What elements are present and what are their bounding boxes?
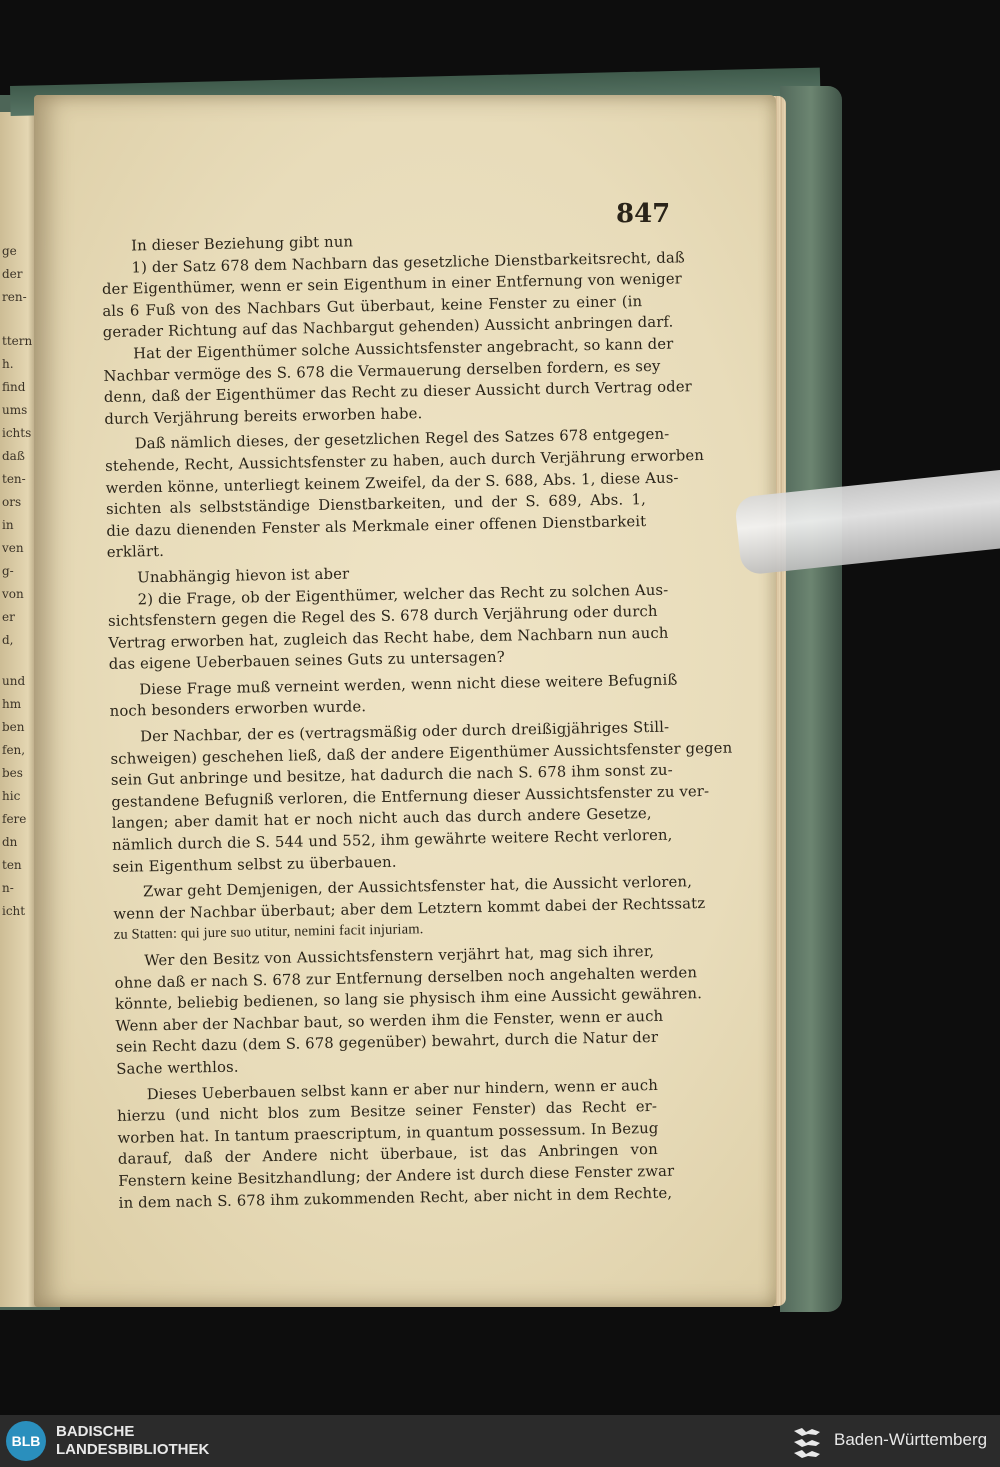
text-line: wenn der Nachbar überbaut; aber dem Letztern kommt dabei der Rechtssatz <box>113 894 706 923</box>
left-page-fragment: ten <box>2 858 22 872</box>
left-page-fragment: hic <box>2 789 21 803</box>
page-text <box>101 226 733 1214</box>
library-name-line2: LANDESBIBLIOTHEK <box>56 1441 210 1458</box>
text-line: worben hat. In tantum praescriptum, in quantum possessum. In Bezug <box>117 1119 659 1147</box>
left-page-fragment: find <box>2 380 26 394</box>
left-page-fragment: ben <box>2 720 25 734</box>
text-line: langen; aber damit hat er noch nicht auch das durch andere Gesetze, <box>111 805 652 833</box>
text-line: sein Eigenthum selbst zu überbauen. <box>112 853 397 876</box>
text-line: gerader Richtung auf das Nachbargut gehenden) Aussicht anbringen darf. <box>102 313 674 342</box>
text-line: erklärt. <box>106 543 165 562</box>
left-page-fragment: ren- <box>2 290 27 304</box>
text-line: schweigen) geschehen ließ, daß der andere Eigenthümer Aussichtsfenster gegen <box>110 739 733 768</box>
left-page-fragment: in <box>2 518 14 532</box>
text-line: sein Gut anbringe und besitze, hat dadurch die nach S. 678 ihm sonst zu- <box>110 761 673 790</box>
library-name[interactable] <box>56 1423 209 1459</box>
left-page-fragment: fere <box>2 812 27 826</box>
text-line: Zwar geht Demjenigen, der Aussichtsfenster hat, die Aussicht verloren, <box>142 873 693 901</box>
text-line: nämlich durch die S. 544 und 552, ihm gewährte weitere Recht verloren, <box>112 826 673 854</box>
page-number: 847 <box>616 199 671 229</box>
left-page-fragment: ven <box>2 541 24 555</box>
left-page-fragment: dn <box>2 835 18 849</box>
text-line: die dazu dienenden Fenster als Merkmale einer offenen Dienstbarkeit <box>106 512 647 540</box>
left-page-fragment: er <box>2 610 15 624</box>
text-line: darauf, daß der Andere nicht überbaue, ist das Anbringen von <box>117 1141 658 1169</box>
text-line: 1) der Satz 678 dem Nachbarn das gesetzliche Dienstbarkeitsrecht, daß <box>131 248 686 277</box>
text-line: Sache werthlos. <box>116 1058 239 1078</box>
left-page-fragment: daß <box>2 449 25 463</box>
text-line: Wer den Besitz von Aussichtsfenstern verjährt hat, mag sich ihrer, <box>144 942 655 970</box>
text-line: hierzu (und nicht blos zum Besitze seiner Fenster) das Recht er- <box>116 1098 658 1126</box>
left-page-fragment: n- <box>2 881 14 895</box>
left-page-fragment: ichts <box>2 426 32 440</box>
left-page-fragment: ums <box>2 403 28 417</box>
left-page-fragment: h. <box>2 357 14 371</box>
text-line: Nachbar vermöge des S. 678 die Vermauerung derselben fordern, es sey <box>103 357 661 385</box>
text-line: Der Nachbar, der es (vertragsmäßig oder durch dreißigjähriges Still- <box>140 718 670 746</box>
text-line: sichten als selbstständige Dienstbarkeiten, und der S. 689, Abs. 1, <box>105 491 647 519</box>
left-page-fragment: von <box>2 587 24 601</box>
text-line: Diese Frage muß verneint werden, wenn nicht diese weitere Befugniß <box>139 671 678 699</box>
text-line: In dieser Beziehung gibt nun <box>131 233 354 255</box>
text-line: stehende, Recht, Aussichtsfenster zu haben, auch durch Verjährung erworben <box>105 446 705 475</box>
text-line: gestandene Befugniß verloren, die Entfernung dieser Aussichtsfenster zu ver- <box>111 782 710 811</box>
text-line: Unabhängig hievon ist aber <box>137 565 350 587</box>
text-line: Wenn aber der Nachbar baut, so werden ihm die Fenster, wenn er auch <box>115 1007 664 1035</box>
blb-logo-icon[interactable]: BLB <box>6 1421 46 1461</box>
text-line: in dem nach S. 678 ihm zukommenden Recht, aber nicht in dem Rechte, <box>118 1184 673 1212</box>
left-page-fragment: ge <box>2 244 17 258</box>
text-line: Dieses Ueberbauen selbst kann er aber nur hindern, wenn er auch <box>146 1076 659 1103</box>
text-line: ohne daß er nach S. 678 zur Entfernung derselben noch angehalten werden <box>114 963 698 992</box>
left-page-fragment: icht <box>2 904 26 918</box>
library-name-line1: BADISCHE <box>56 1423 135 1440</box>
baden-wuerttemberg-emblem-icon[interactable] <box>790 1423 824 1459</box>
text-line: Fenstern keine Besitzhandlung; der Andere ist durch diese Fenster zwar <box>118 1162 675 1190</box>
text-line: durch Verjährung bereits erworben habe. <box>104 404 423 428</box>
text-line: denn, daß der Eigenthümer das Recht zu dieser Aussicht durch Vertrag oder <box>103 378 693 407</box>
text-line: sichtsfenstern gegen die Regel des S. 678 durch Verjährung oder durch <box>107 602 658 631</box>
text-line: könnte, beliebig bedienen, so lang sie physisch ihm eine Aussicht gewähren. <box>114 985 703 1014</box>
left-page-fragment: fen, <box>2 743 26 757</box>
left-page-fragment: d, <box>2 633 14 647</box>
text-line: 2) die Frage, ob der Eigenthümer, welcher das Recht zu solchen Aus- <box>137 581 669 608</box>
left-page-fragment: hm <box>2 697 22 711</box>
left-page-fragment: und <box>2 674 26 688</box>
right-cover-edge <box>780 86 842 1312</box>
left-page-fragment: g- <box>2 564 14 578</box>
text-line: sein Recht dazu (dem S. 678 gegenüber) bewahrt, durch die Natur der <box>115 1029 659 1057</box>
text-line: als 6 Fuß von des Nachbars Gut überbaut, keine Fenster zu einer (in <box>102 292 643 320</box>
text-line: Hat der Eigenthümer solche Aussichtsfenster angebracht, so kann der <box>133 335 674 363</box>
left-page-fragment: der <box>2 267 23 281</box>
text-line: noch besonders erworben wurde. <box>109 698 367 721</box>
text-line: Vertrag erworben hat, zugleich das Recht habe, dem Nachbarn nun auch <box>108 624 669 652</box>
left-page-fragment: bes <box>2 766 23 780</box>
footer-bar <box>0 1415 1000 1467</box>
left-page-fragment: ttern <box>2 334 33 348</box>
text-line: der Eigenthümer, wenn er sein Eigenthum in einer Entfernung von weniger <box>101 270 683 299</box>
state-name[interactable]: Baden-Württemberg <box>834 1430 988 1449</box>
left-page-fragment: ors <box>2 495 22 509</box>
text-line: das eigene Ueberbauen seines Guts zu untersagen? <box>108 648 506 674</box>
text-line: Daß nämlich dieses, der gesetzlichen Regel des Satzes 678 entgegen- <box>134 425 670 453</box>
left-page-fragment: ten- <box>2 472 26 486</box>
text-line: werden könne, unterliegt keinem Zweifel, da der S. 688, Abs. 1, diese Aus- <box>105 468 679 497</box>
text-line: zu Statten: qui jure suo utitur, nemini facit injuriam. <box>113 921 424 944</box>
